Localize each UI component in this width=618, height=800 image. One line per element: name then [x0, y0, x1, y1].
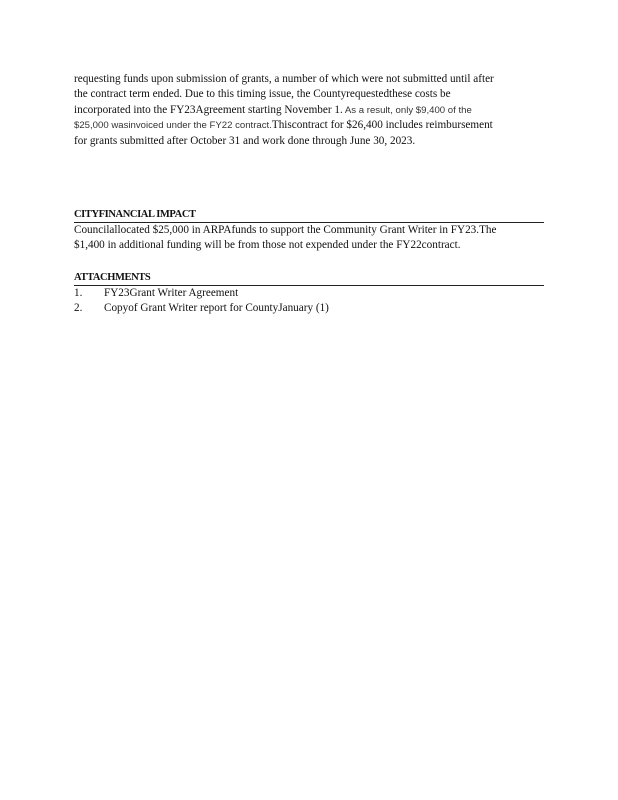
intro-line-3: [74, 103, 544, 118]
attachment-label: FY23Grant Writer Agreement: [104, 287, 239, 299]
intro-line-4: [74, 118, 544, 133]
attachment-item[interactable]: [74, 286, 544, 301]
financial-impact-section: [74, 208, 544, 253]
financial-impact-body: [74, 223, 544, 253]
attachments-heading: ATTACHMENTS: [74, 271, 544, 286]
attachment-number: 2.: [74, 302, 83, 314]
financial-impact-line-1: Councilallocated $25,000 in ARPAfunds to support the Community Grant Writer in FY23.The: [74, 224, 497, 236]
attachments-section: [74, 271, 544, 316]
intro-line-2: the contract term ended. Due to this timing issue, the Countyrequestedthese costs be: [74, 88, 451, 101]
attachment-number: 1.: [74, 287, 83, 299]
financial-impact-heading: CITYFINANCIAL IMPACT: [74, 208, 544, 223]
intro-line-4-sans: $25,000 wasinvoiced under the FY22 contract.: [74, 120, 272, 132]
attachment-label: Copyof Grant Writer report for CountyJanuary (1): [104, 302, 329, 314]
intro-line-3-sans: As a result, only $9,400 of the: [342, 104, 472, 116]
intro-line-1: requesting funds upon submission of grants, a number of which were not submitted until after: [74, 73, 494, 85]
intro-line-4-serif: Thiscontract for $26,400 includes reimbursement: [271, 119, 493, 132]
attachment-item[interactable]: [74, 301, 544, 316]
intro-line-3-serif: incorporated into the FY23Agreement starting November 1.: [74, 103, 343, 116]
financial-impact-line-2: $1,400 in additional funding will be from those not expended under the FY22contract.: [74, 239, 461, 251]
intro-paragraph: [74, 72, 544, 149]
intro-line-5: for grants submitted after October 31 and work done through June 30, 2023.: [74, 134, 416, 147]
